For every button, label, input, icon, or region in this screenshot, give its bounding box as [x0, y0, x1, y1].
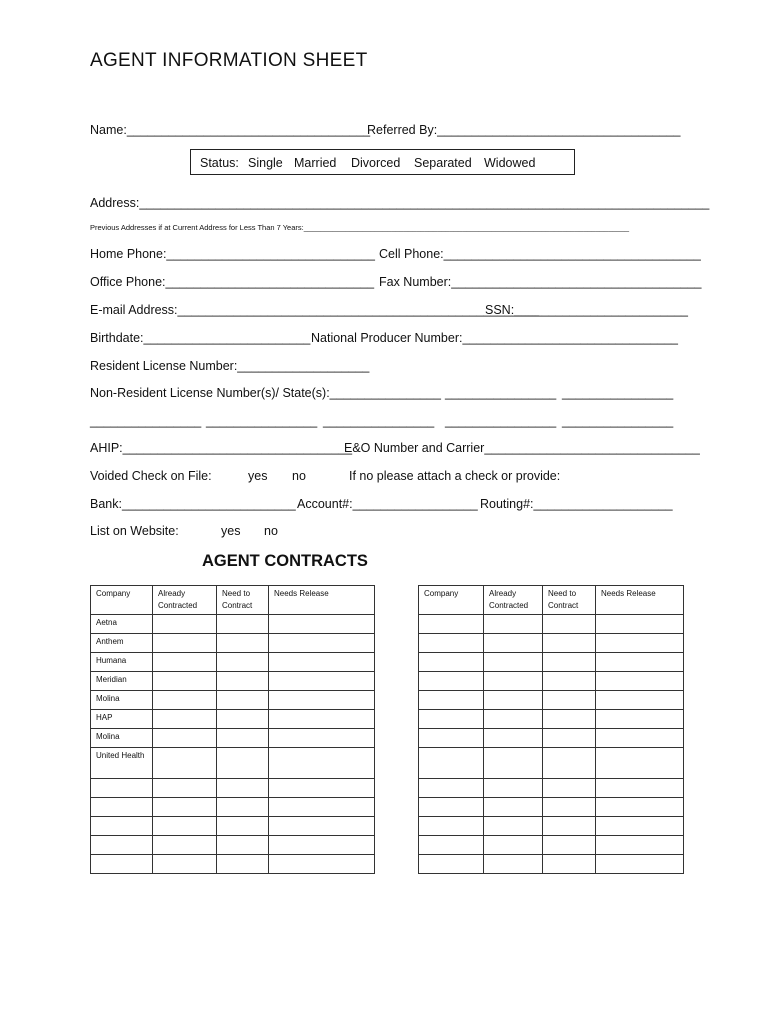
table-cell[interactable] — [91, 779, 153, 798]
table-cell[interactable] — [269, 748, 375, 779]
table-cell[interactable] — [153, 817, 217, 836]
non-resident-blank-line[interactable]: ________________ — [206, 414, 318, 428]
table-cell[interactable] — [91, 836, 153, 855]
ssn-field[interactable]: SSN:_________________________ — [485, 303, 688, 317]
table-cell[interactable] — [419, 817, 484, 836]
table-cell[interactable] — [543, 798, 596, 817]
table-cell[interactable] — [596, 672, 684, 691]
column-header: Need to Contract — [543, 586, 596, 615]
table-row — [91, 653, 375, 672]
table-cell[interactable] — [153, 748, 217, 779]
company-cell: Meridian — [91, 672, 153, 691]
table-row — [91, 798, 375, 817]
column-header: Needs Release — [596, 586, 684, 615]
table-cell[interactable] — [484, 710, 543, 729]
table-cell[interactable] — [543, 710, 596, 729]
table-cell[interactable] — [543, 615, 596, 634]
column-header: Company — [419, 586, 484, 615]
table-cell[interactable] — [269, 836, 375, 855]
table-cell[interactable] — [596, 710, 684, 729]
ahip-field[interactable]: AHIP:_________________________________ — [90, 441, 353, 455]
email-field[interactable]: E-mail Address:____________________________________________________ — [90, 303, 540, 317]
table-cell[interactable] — [153, 779, 217, 798]
list-on-website-label: List on Website: — [90, 524, 179, 538]
table-cell[interactable] — [91, 798, 153, 817]
eo-number-field[interactable]: E&O Number and Carrier_______________________________ — [344, 441, 700, 455]
table-cell[interactable] — [596, 798, 684, 817]
table-cell[interactable] — [153, 653, 217, 672]
table-cell[interactable] — [269, 817, 375, 836]
company-cell: Aetna — [91, 615, 153, 634]
table-cell[interactable] — [419, 615, 484, 634]
table-cell[interactable] — [217, 615, 269, 634]
table-row — [419, 729, 684, 748]
table-cell[interactable] — [217, 710, 269, 729]
table-cell[interactable] — [217, 748, 269, 779]
table-cell[interactable] — [484, 634, 543, 653]
table-row — [419, 798, 684, 817]
table-row — [91, 836, 375, 855]
table-cell[interactable] — [419, 691, 484, 710]
table-cell[interactable] — [217, 836, 269, 855]
table-cell[interactable] — [419, 855, 484, 874]
status-box — [190, 149, 575, 175]
table-cell[interactable] — [543, 779, 596, 798]
voided-check-no-option[interactable]: no — [292, 469, 306, 483]
table-cell[interactable] — [269, 779, 375, 798]
table-cell[interactable] — [419, 798, 484, 817]
non-resident-license-field[interactable]: Non-Resident License Number(s)/ State(s):________________ — [90, 386, 441, 400]
table-row — [91, 779, 375, 798]
table-row — [91, 855, 375, 874]
website-yes-option[interactable]: yes — [221, 524, 241, 538]
column-header: Already Contracted — [153, 586, 217, 615]
table-cell[interactable] — [484, 748, 543, 779]
table-cell[interactable] — [153, 855, 217, 874]
table-row — [91, 672, 375, 691]
table-cell[interactable] — [484, 729, 543, 748]
table-cell[interactable] — [419, 672, 484, 691]
table-cell[interactable] — [217, 779, 269, 798]
table-cell[interactable] — [596, 748, 684, 779]
table-cell[interactable] — [596, 836, 684, 855]
column-header: Need to Contract — [217, 586, 269, 615]
status-option-married[interactable]: Married — [294, 156, 337, 170]
table-cell[interactable] — [484, 615, 543, 634]
account-number-field[interactable]: Account#:__________________ — [297, 497, 478, 511]
table-cell[interactable] — [269, 672, 375, 691]
table-cell[interactable] — [217, 729, 269, 748]
table-row — [419, 836, 684, 855]
referred-by-field[interactable]: Referred By:___________________________________ — [367, 123, 681, 137]
table-cell[interactable] — [543, 817, 596, 836]
birthdate-field[interactable]: Birthdate:________________________ — [90, 331, 311, 345]
office-phone-field[interactable]: Office Phone:______________________________ — [90, 275, 375, 289]
table-cell[interactable] — [153, 729, 217, 748]
if-no-instruction: If no please attach a check or provide: — [349, 469, 561, 483]
column-header: Company — [91, 586, 153, 615]
table-cell[interactable] — [596, 653, 684, 672]
table-cell[interactable] — [484, 653, 543, 672]
table-cell[interactable] — [269, 798, 375, 817]
table-cell[interactable] — [596, 691, 684, 710]
table-row — [91, 615, 375, 634]
table-cell[interactable] — [543, 653, 596, 672]
table-row — [419, 653, 684, 672]
contracts-table-left — [90, 585, 375, 874]
table-cell[interactable] — [596, 817, 684, 836]
table-cell[interactable] — [543, 634, 596, 653]
status-option-widowed[interactable]: Widowed — [484, 156, 536, 170]
table-row — [91, 691, 375, 710]
routing-number-field[interactable]: Routing#:____________________ — [480, 497, 673, 511]
table-cell[interactable] — [153, 836, 217, 855]
address-field[interactable]: Address:__________________________________________________________________________________ — [90, 196, 710, 210]
bank-field[interactable]: Bank:_________________________ — [90, 497, 296, 511]
agent-contracts-heading: AGENT CONTRACTS — [202, 552, 368, 570]
table-row — [91, 710, 375, 729]
company-cell: Anthem — [91, 634, 153, 653]
table-cell[interactable] — [484, 691, 543, 710]
table-cell[interactable] — [596, 729, 684, 748]
table-cell[interactable] — [153, 691, 217, 710]
table-cell[interactable] — [596, 779, 684, 798]
table-cell[interactable] — [153, 634, 217, 653]
table-row — [91, 817, 375, 836]
table-header-row — [91, 586, 375, 615]
company-cell: Humana — [91, 653, 153, 672]
table-header-row — [419, 586, 684, 615]
company-cell: Molina — [91, 691, 153, 710]
table-row — [419, 672, 684, 691]
status-option-separated[interactable]: Separated — [414, 156, 472, 170]
table-row — [419, 710, 684, 729]
table-cell[interactable] — [153, 710, 217, 729]
resident-license-field[interactable]: Resident License Number:___________________ — [90, 359, 370, 373]
column-header: Needs Release — [269, 586, 375, 615]
contracts-table-right — [418, 585, 684, 874]
non-resident-blank-line[interactable]: ________________ — [562, 414, 674, 428]
table-cell[interactable] — [543, 691, 596, 710]
company-cell: HAP — [91, 710, 153, 729]
voided-check-label: Voided Check on File: — [90, 469, 212, 483]
table-cell[interactable] — [269, 615, 375, 634]
table-cell[interactable] — [153, 672, 217, 691]
table-cell[interactable] — [217, 798, 269, 817]
table-cell[interactable] — [484, 836, 543, 855]
table-row — [419, 634, 684, 653]
table-cell[interactable] — [484, 855, 543, 874]
previous-addresses-field[interactable]: Previous Addresses if at Current Address for Less Than 7 Years:______________________________________________________________________________ — [90, 223, 630, 232]
table-cell[interactable] — [484, 779, 543, 798]
table-cell[interactable] — [91, 855, 153, 874]
table-cell[interactable] — [269, 710, 375, 729]
cell-phone-field[interactable]: Cell Phone:_____________________________________ — [379, 247, 701, 261]
website-no-option[interactable]: no — [264, 524, 278, 538]
table-cell[interactable] — [596, 855, 684, 874]
home-phone-field[interactable]: Home Phone:______________________________ — [90, 247, 375, 261]
table-cell[interactable] — [419, 710, 484, 729]
table-row — [91, 634, 375, 653]
non-resident-blank-line[interactable]: ________________ — [562, 386, 674, 400]
table-cell[interactable] — [543, 836, 596, 855]
table-cell[interactable] — [419, 729, 484, 748]
table-cell[interactable] — [269, 691, 375, 710]
table-cell[interactable] — [596, 615, 684, 634]
fax-number-field[interactable]: Fax Number:____________________________________ — [379, 275, 702, 289]
table-cell[interactable] — [269, 855, 375, 874]
table-cell[interactable] — [419, 634, 484, 653]
voided-check-yes-option[interactable]: yes — [248, 469, 268, 483]
table-cell[interactable] — [217, 691, 269, 710]
table-cell[interactable] — [543, 855, 596, 874]
table-cell[interactable] — [419, 748, 484, 779]
table-cell[interactable] — [484, 798, 543, 817]
company-cell: Molina — [91, 729, 153, 748]
national-producer-field[interactable]: National Producer Number:_______________________________ — [311, 331, 678, 345]
table-row — [91, 748, 375, 779]
table-cell[interactable] — [419, 836, 484, 855]
name-field[interactable]: Name:___________________________________ — [90, 123, 371, 137]
table-cell[interactable] — [484, 817, 543, 836]
non-resident-blank-line[interactable]: ________________ — [445, 386, 557, 400]
column-header: Already Contracted — [484, 586, 543, 615]
table-row — [419, 615, 684, 634]
table-cell[interactable] — [419, 779, 484, 798]
company-cell: United Health — [91, 748, 153, 779]
table-cell[interactable] — [484, 672, 543, 691]
table-cell[interactable] — [217, 653, 269, 672]
table-cell[interactable] — [419, 653, 484, 672]
table-cell[interactable] — [543, 672, 596, 691]
table-row — [419, 748, 684, 779]
table-row — [419, 779, 684, 798]
table-cell[interactable] — [269, 729, 375, 748]
table-cell[interactable] — [543, 729, 596, 748]
table-cell[interactable] — [153, 798, 217, 817]
table-cell[interactable] — [269, 634, 375, 653]
page-title: AGENT INFORMATION SHEET — [90, 50, 368, 71]
non-resident-blank-line[interactable]: ________________ — [90, 414, 202, 428]
non-resident-blank-line[interactable]: ________________ — [323, 414, 435, 428]
table-cell[interactable] — [217, 855, 269, 874]
table-cell[interactable] — [217, 634, 269, 653]
table-cell[interactable] — [153, 615, 217, 634]
status-option-single[interactable]: Single — [248, 156, 283, 170]
table-row — [419, 817, 684, 836]
table-row — [91, 729, 375, 748]
table-row — [419, 855, 684, 874]
table-cell[interactable] — [91, 817, 153, 836]
table-cell[interactable] — [596, 634, 684, 653]
non-resident-blank-line[interactable]: ________________ — [445, 414, 557, 428]
table-cell[interactable] — [543, 748, 596, 779]
table-row — [419, 691, 684, 710]
status-option-divorced[interactable]: Divorced — [351, 156, 401, 170]
table-cell[interactable] — [217, 672, 269, 691]
table-cell[interactable] — [269, 653, 375, 672]
table-cell[interactable] — [217, 817, 269, 836]
status-label: Status: — [200, 156, 239, 170]
